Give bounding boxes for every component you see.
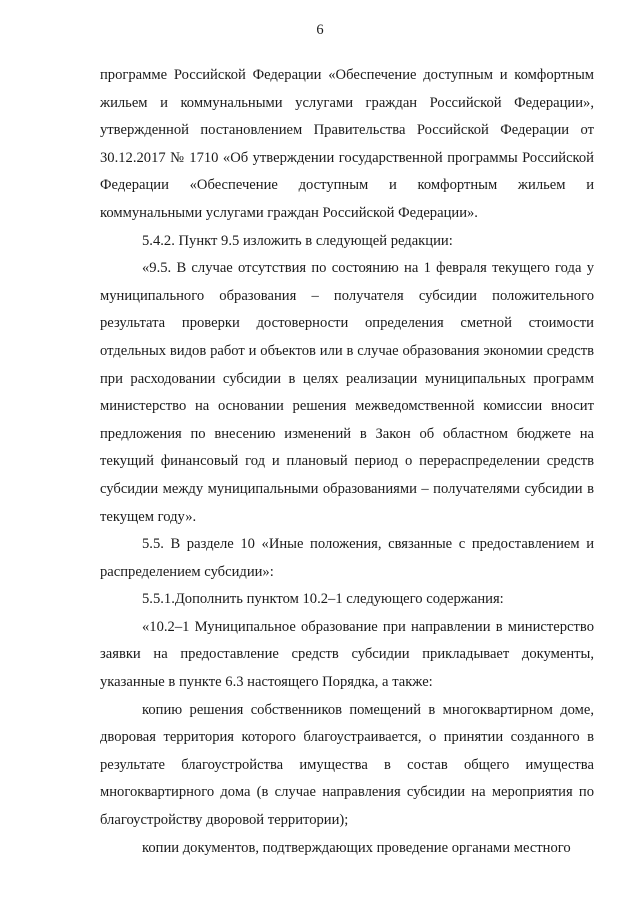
page-number: 6 (316, 22, 324, 38)
paragraph-document-copies: копии документов, подтверждающих проведение органами местного (142, 839, 571, 856)
paragraph-9-5: «9.5. В случае отсутствия по состоянию на 1 февраля текущего года у муниципального образования – получателя субсидии положительного результата проверки достоверности определения сметной стоимости отдельных видов работ и объектов или в случае образования экономии средств при расходовании субсидии в целях реализации муниципальных программ министерство на основании решения межведомственной комиссии вносит предложения по внесению изменений в Закон об областном бюджете на текущий финансовый год и плановый период о перераспределении средств субсидии между муниципальными образованиями – получателями субсидии в текущем году». (100, 260, 594, 525)
paragraph-5-5: 5.5. В разделе 10 «Иные положения, связанные с предоставлением и распределением субсидии»: (100, 536, 594, 580)
paragraph-10-2-1: «10.2–1 Муниципальное образование при направлении в министерство заявки на предоставление средств субсидии прикладывает документы, указанные в пункте 6.3 настоящего Порядка, а также: (100, 618, 594, 691)
paragraph-owners-decision: копию решения собственников помещений в многоквартирном доме, дворовая территория которого благоустраивается, о принятии созданного в результате благоустройства имущества в состав общего имущества многоквартирного дома (в случае направления субсидии на мероприятия по благоустройству дворовой территории); (100, 701, 594, 829)
document-body (100, 62, 594, 862)
paragraph-5-4-2: 5.4.2. Пункт 9.5 изложить в следующей редакции: (142, 232, 453, 249)
paragraph-intro-continuation: программе Российской Федерации «Обеспечение доступным и комфортным жильем и коммунальными услугами граждан Российской Федерации», утвержденной постановлением Правительства Российской Федерации от 30.12.2017 № 1710 «Об утверждении государственной программы Российской Федерации «Обеспечение доступным и комфортным жильем и коммунальными услугами граждан Российской Федерации». (100, 67, 594, 221)
paragraph-5-5-1: 5.5.1.Дополнить пунктом 10.2–1 следующего содержания: (142, 591, 504, 608)
